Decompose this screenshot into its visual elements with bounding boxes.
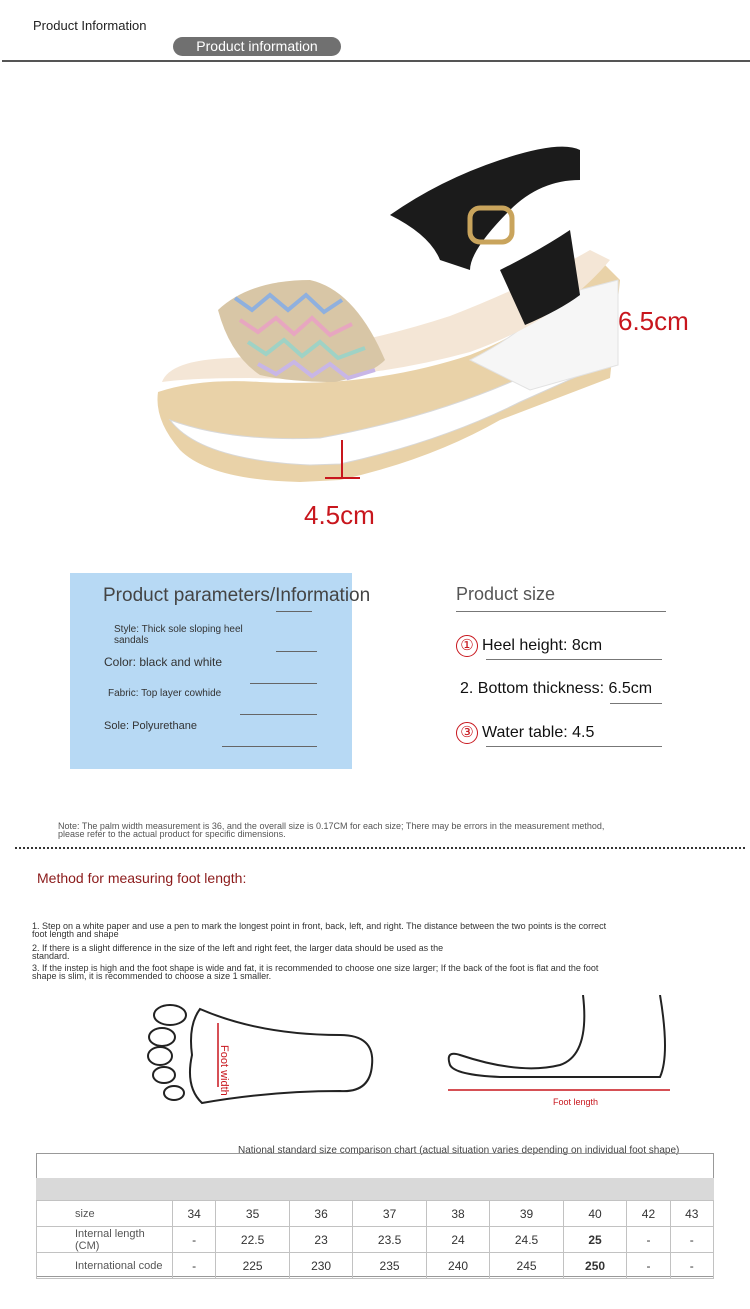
- table-cell: 25: [563, 1227, 626, 1253]
- size-underline: [486, 746, 662, 747]
- table-cell: 235: [353, 1253, 427, 1279]
- section-pill: Product information: [173, 37, 341, 56]
- table-cell: 24: [426, 1227, 489, 1253]
- size-table-header-band: [36, 1178, 714, 1200]
- table-cell: 250: [563, 1253, 626, 1279]
- row-label: size: [37, 1201, 173, 1227]
- table-cell: 39: [490, 1201, 564, 1227]
- param-fabric: Fabric: Top layer cowhide: [108, 688, 222, 699]
- table-cell: 36: [289, 1201, 352, 1227]
- method-title: Method for measuring foot length:: [37, 870, 247, 886]
- table-cell: 40: [563, 1201, 626, 1227]
- param-color: Color: black and white: [104, 655, 223, 669]
- param-underline: [276, 611, 312, 612]
- table-cell: 37: [353, 1201, 427, 1227]
- foot-length-label: Foot length: [553, 1097, 599, 1107]
- param-underline: [276, 651, 317, 652]
- table-cell: 38: [426, 1201, 489, 1227]
- size-item-heel: ① Heel height: 8cm: [456, 635, 602, 657]
- table-row: [37, 1253, 714, 1279]
- table-cell: -: [627, 1253, 670, 1279]
- table-cell: 24.5: [490, 1227, 564, 1253]
- param-underline: [240, 714, 317, 715]
- size-underline: [486, 659, 662, 660]
- size-table-caption: National standard size comparison chart (actual situation varies depending on individual foot shape): [238, 1145, 680, 1156]
- marker-one: ①: [456, 635, 478, 657]
- row-label: Internal length (CM): [37, 1227, 173, 1253]
- table-cell: 42: [627, 1201, 670, 1227]
- table-cell: 35: [216, 1201, 290, 1227]
- table-row: [37, 1227, 714, 1253]
- page-header: [0, 0, 750, 62]
- table-cell: 230: [289, 1253, 352, 1279]
- table-cell: -: [627, 1227, 670, 1253]
- table-cell: 34: [173, 1201, 216, 1227]
- table-cell: 22.5: [216, 1227, 290, 1253]
- table-cell: 43: [670, 1201, 713, 1227]
- size-underline: [456, 611, 666, 612]
- step-one: 1. Step on a white paper and use a pen to mark the longest point in front, back, left, and right. The distance between the two points is the correct foot length and shape: [32, 921, 607, 939]
- table-cell: 240: [426, 1253, 489, 1279]
- param-style-cont: sandals: [114, 635, 149, 646]
- table-cell: -: [173, 1227, 216, 1253]
- measurement-note: Note: The palm width measurement is 36, and the overall size is 0.17CM for each size; There may be errors in the measurement method, please refer to the actual product for specific dimensions.: [58, 821, 605, 839]
- param-underline: [250, 683, 317, 684]
- table-cell: 23.5: [353, 1227, 427, 1253]
- step-two: 2. If there is a slight difference in the size of the left and right feet, the larger data should be used as the standard.: [32, 943, 444, 961]
- row-label: International code: [37, 1253, 173, 1279]
- table-cell: -: [670, 1253, 713, 1279]
- size-item-thickness: 2. Bottom thickness: 6.5cm: [460, 680, 653, 697]
- size-table: [36, 1200, 714, 1279]
- table-cell: -: [670, 1227, 713, 1253]
- size-underline: [610, 703, 662, 704]
- param-underline: [222, 746, 317, 747]
- marker-three: ③: [456, 722, 478, 744]
- step-three: 3. If the instep is high and the foot shape is wide and fat, it is recommended to choose one size larger; If the back of the foot is flat and the foot shape is slim, it is recommended to choose a size 1 smaller.: [32, 963, 599, 981]
- table-cell: 23: [289, 1227, 352, 1253]
- sole-height-label: 4.5cm: [304, 500, 375, 530]
- sandal-product-image: [140, 120, 620, 510]
- table-cell: 245: [490, 1253, 564, 1279]
- heel-height-label: 6.5cm: [618, 306, 689, 336]
- table-cell: 225: [216, 1253, 290, 1279]
- dotted-divider: [15, 847, 745, 849]
- param-sole: Sole: Polyurethane: [104, 720, 197, 732]
- size-title: Product size: [456, 584, 556, 604]
- param-style: Style: Thick sole sloping heel: [114, 624, 243, 635]
- header-title: Product Information: [33, 18, 147, 33]
- header-divider: [2, 60, 750, 62]
- table-cell: -: [173, 1253, 216, 1279]
- size-item-water-table: ③ Water table: 4.5: [456, 722, 594, 744]
- params-title: Product parameters/Information: [103, 585, 371, 606]
- table-row: [37, 1201, 714, 1227]
- foot-width-label: Foot width: [218, 1045, 230, 1096]
